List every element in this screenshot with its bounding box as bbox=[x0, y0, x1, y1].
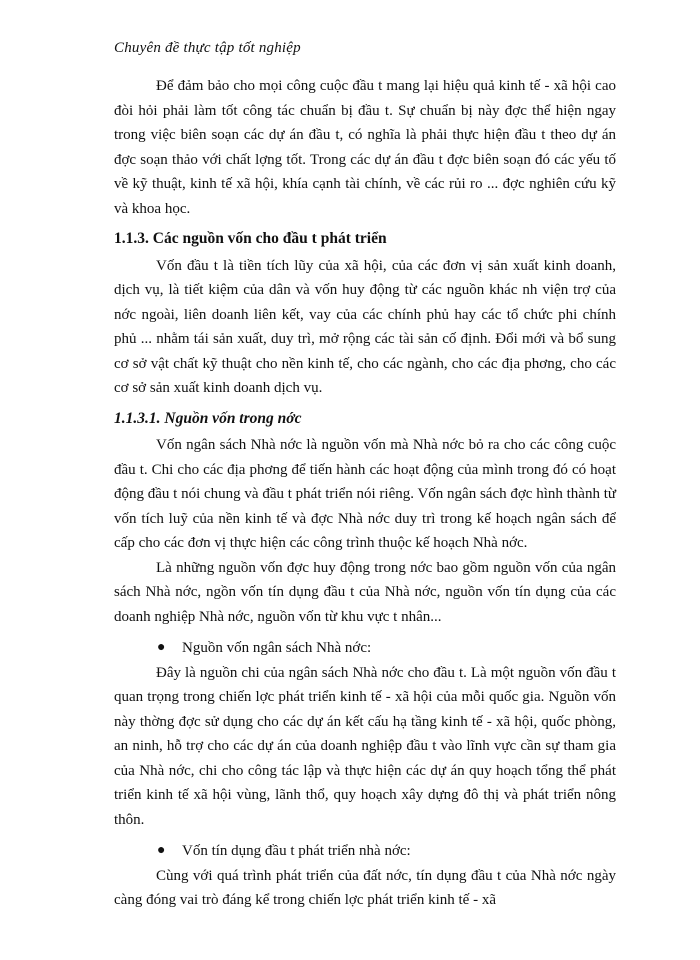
page-body bbox=[114, 74, 616, 913]
bullet-text: Vốn tín dụng đầu t phát triển nhà nớc: bbox=[182, 843, 411, 859]
subsection-heading: 1.1.3.1. Nguồn vốn trong nớc bbox=[114, 409, 302, 427]
bullet-text: Nguồn vốn ngân sách Nhà nớc: bbox=[182, 640, 372, 656]
section-heading: 1.1.3. Các nguồn vốn cho đầu t phát triển bbox=[114, 230, 387, 247]
bullet-item bbox=[114, 636, 616, 661]
paragraph: Cùng với quá trình phát triển của đất nớc, tín dụng đầu t của Nhà nớc ngày càng đóng vai trò đáng kể trong chiến lợc phát triển kinh tế - xã bbox=[114, 867, 616, 908]
paragraph: Vốn ngân sách Nhà nớc là nguồn vốn mà Nhà nớc bỏ ra cho các công cuộc đầu t. Chi cho các địa phơng để tiến hành các hoạt động của mình trong đó có hoạt động đầu t nói chung và đầu t phát triển nói riêng. Vốn ngân sách đợc hình thành từ vốn tích luỹ của nền kinh tế và đợc Nhà nớc duy trì trong kế hoạch ngân sách để cấp cho các đơn vị thực hiện các công trình thuộc kế hoạch Nhà nớc. bbox=[114, 437, 616, 551]
paragraph: Vốn đầu t là tiền tích lũy của xã hội, của các đơn vị sản xuất kinh doanh, dịch vụ, là tiết kiệm của dân và vốn huy động từ các nguồn khác nh viện trợ của nớc ngoài, liên doanh liên kết, vay của các chính phủ hay các tổ chức phi chính phủ ... nhằm tái sản xuất, duy trì, mở rộng các tài sản cố định. Đổi mới và bổ sung cơ sở vật chất kỹ thuật cho nền kinh tế, cho các ngành, cho các địa phơng, cho các cơ sở sản xuất kinh doanh dịch vụ. bbox=[114, 257, 616, 396]
paragraph: Đây là nguồn chi của ngân sách Nhà nớc cho đầu t. Là một nguồn vốn đầu t quan trọng trong chiến lợc phát triển kinh tế - xã hội của mỗi quốc gia. Nguồn vốn này thờng đợc sử dụng cho các dự án kết cấu hạ tầng kinh tế - xã hội, quốc phòng, an ninh, hỗ trợ cho các dự án của doanh nghiệp đầu t vào lĩnh vực cần sự tham gia của Nhà nớc, chi cho công tác lập và thực hiện các dự án quy hoạch tổng thể phát triển kinh tế xã hội vùng, lãnh thổ, quy hoạch xây dựng đô thị và phát triển nông thôn. bbox=[114, 664, 616, 828]
paragraph: Là những nguồn vốn đợc huy động trong nớc bao gồm nguồn vốn của ngân sách Nhà nớc, ngồn vốn tín dụng đầu t của Nhà nớc, nguồn vốn tín dụng của các doanh nghiệp Nhà nớc, nguồn vốn từ khu vực t nhân... bbox=[114, 559, 616, 625]
page-header: Chuyên đề thực tập tốt nghiệp bbox=[114, 40, 301, 56]
bullet-item bbox=[114, 839, 616, 864]
bullet-icon: ● bbox=[157, 843, 166, 858]
paragraph: Để đảm bảo cho mọi công cuộc đầu t mang lại hiệu quả kinh tế - xã hội cao đòi hỏi phải làm tốt công tác chuẩn bị đầu t. Sự chuẩn bị này đợc thể hiện ngay trong việc biên soạn các dự án đầu t, có nghĩa là phải thực hiện đầu t theo dự án đợc soạn thảo với chất lợng tốt. Trong các dự án đầu t đợc biên soạn đó các yếu tố về kỹ thuật, kinh tế xã hội, khía cạnh tài chính, về các rủi ro ... đợc nghiên cứu kỹ và khoa học. bbox=[114, 78, 616, 217]
bullet-icon: ● bbox=[157, 640, 166, 655]
